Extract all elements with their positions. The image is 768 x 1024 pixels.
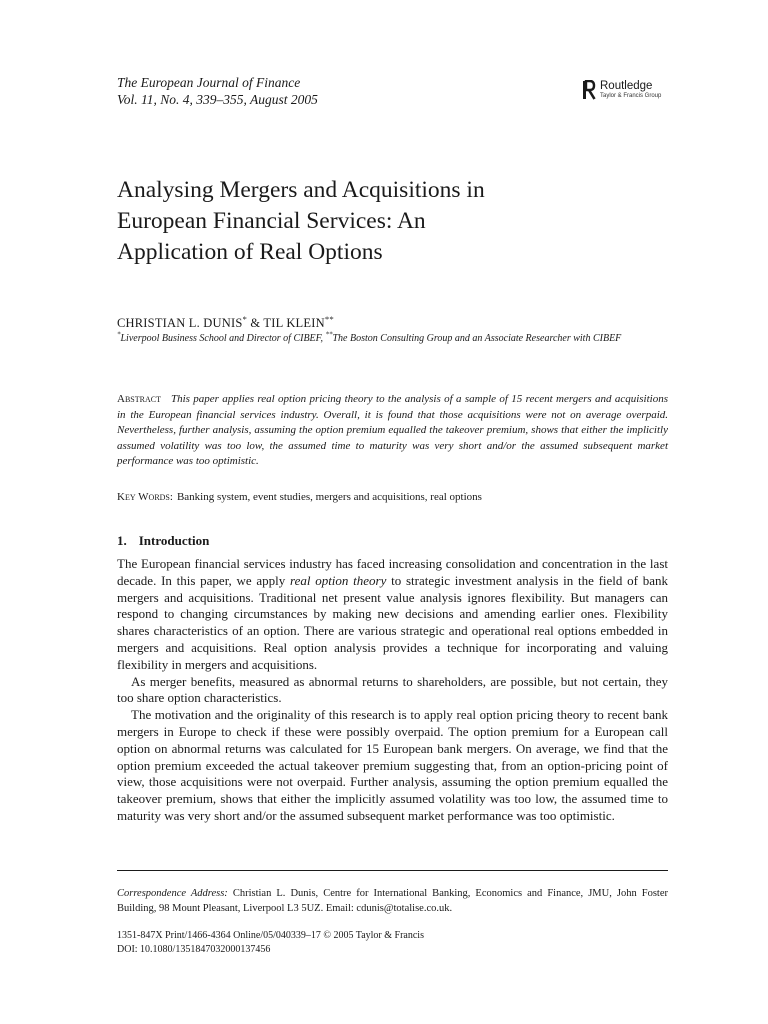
correspondence-label: Correspondence Address: bbox=[117, 888, 228, 899]
keywords-text: Banking system, event studies, mergers and acquisitions, real options bbox=[176, 491, 482, 503]
author-list bbox=[117, 313, 334, 331]
publisher-name: Routledge bbox=[600, 79, 653, 92]
footnote-divider bbox=[117, 870, 668, 871]
author-mark: ** bbox=[324, 313, 334, 324]
title-line: Application of Real Options bbox=[117, 239, 383, 265]
journal-header bbox=[117, 74, 318, 108]
paragraph bbox=[117, 556, 668, 674]
paragraph: As merger benefits, measured as abnormal returns to shareholders, are possible, but not certain, they too share option characteristics. bbox=[117, 673, 668, 706]
paragraph-text: to strategic investment analysis in the field of bank mergers and acquisitions. Traditional net present value analysis ignores flexibility. But managers can respond to changing circumstances by making new decisions and amending earlier ones. Flexibility shares characteristics of an option. There are various strategic and operational real options embedded in mergers and acquisitions. Real option analysis provides a technique for incorporating and valuing flexibility in mergers and acquisitions. bbox=[117, 572, 668, 672]
author-name: TIL KLEIN bbox=[263, 316, 325, 330]
paragraph: The motivation and the originality of this research is to apply real option pricing theory to recent bank mergers in Europe to check if these were possibly overpaid. The option premium for a European call option on abnormal returns was calculated for 15 European bank mergers. On average, we find that the option premium exceeded the actual takeover premium suggesting that, from an option-pricing point of view, those acquisitions were not overpaid. Further analysis, assuming the option premium equalled the takeover premium, shows that either the implicitly assumed volatility was too low, the assumed time to maturity was very short and/or the assumed subsequent market performance was too optimistic. bbox=[117, 707, 668, 823]
title-line: European Financial Services: An bbox=[117, 208, 426, 234]
keywords bbox=[117, 491, 668, 503]
publisher-logo bbox=[582, 80, 661, 100]
affiliation-mark: ** bbox=[325, 330, 333, 339]
affiliation-text: Liverpool Business School and Director of CIBEF, bbox=[120, 333, 326, 344]
doi-line: DOI: 10.1080/1351847032000137456 bbox=[117, 943, 271, 955]
abstract-text: This paper applies real option pricing theory to the analysis of a sample of 15 recent mergers and acquisitions in the European financial services industry. Overall, it is found that those acquisitions were not on average overpaid. Nevertheless, further analysis, assuming the option premium equalled the takeover premium, shows that either the implicitly assumed volatility was too low, the assumed time to maturity was very short and/or the assumed subsequent market performance was too optimistic. bbox=[117, 393, 668, 467]
correspondence-address bbox=[117, 886, 668, 916]
affiliation-mark: * bbox=[117, 330, 121, 339]
emphasis-text: real option theory bbox=[290, 572, 387, 588]
author-name: CHRISTIAN L. DUNIS bbox=[117, 316, 243, 330]
journal-name: The European Journal of Finance bbox=[117, 75, 301, 90]
author-separator: & bbox=[247, 316, 264, 330]
title-line: Analysing Mergers and Acquisitions in bbox=[117, 177, 485, 203]
section-heading bbox=[117, 533, 209, 549]
affiliations bbox=[117, 332, 668, 346]
routledge-r-logo-icon bbox=[582, 80, 596, 100]
body-text bbox=[117, 556, 668, 825]
abstract bbox=[117, 392, 668, 470]
journal-volume: Vol. 11, No. 4, 339–355, August 2005 bbox=[117, 92, 318, 107]
affiliation-text: The Boston Consulting Group and an Associate Researcher with CIBEF bbox=[332, 333, 622, 344]
section-title: Introduction bbox=[138, 533, 210, 548]
abstract-label: Abstract bbox=[117, 393, 161, 405]
keywords-label: Key Words: bbox=[117, 491, 173, 503]
publisher-group: Taylor & Francis Group bbox=[600, 93, 662, 100]
author-mark: * bbox=[242, 313, 248, 324]
correspondence-text: Christian L. Dunis, Centre for International Banking, Economics and Finance, JMU, John Foster Building, 98 Mount Pleasant, Liverpool L3 5UZ. Email: cdunis@totalise.co.uk. bbox=[117, 888, 669, 914]
section-number: 1. bbox=[117, 533, 127, 548]
paragraph-text: The European financial services industry has faced increasing consolidation and concentration in the last decade. In this paper, we apply bbox=[117, 556, 668, 588]
issn-line: 1351-847X Print/1466-4364 Online/05/040339–17 © 2005 Taylor & Francis bbox=[117, 930, 424, 941]
article-title bbox=[117, 175, 677, 268]
publication-info bbox=[117, 929, 424, 956]
